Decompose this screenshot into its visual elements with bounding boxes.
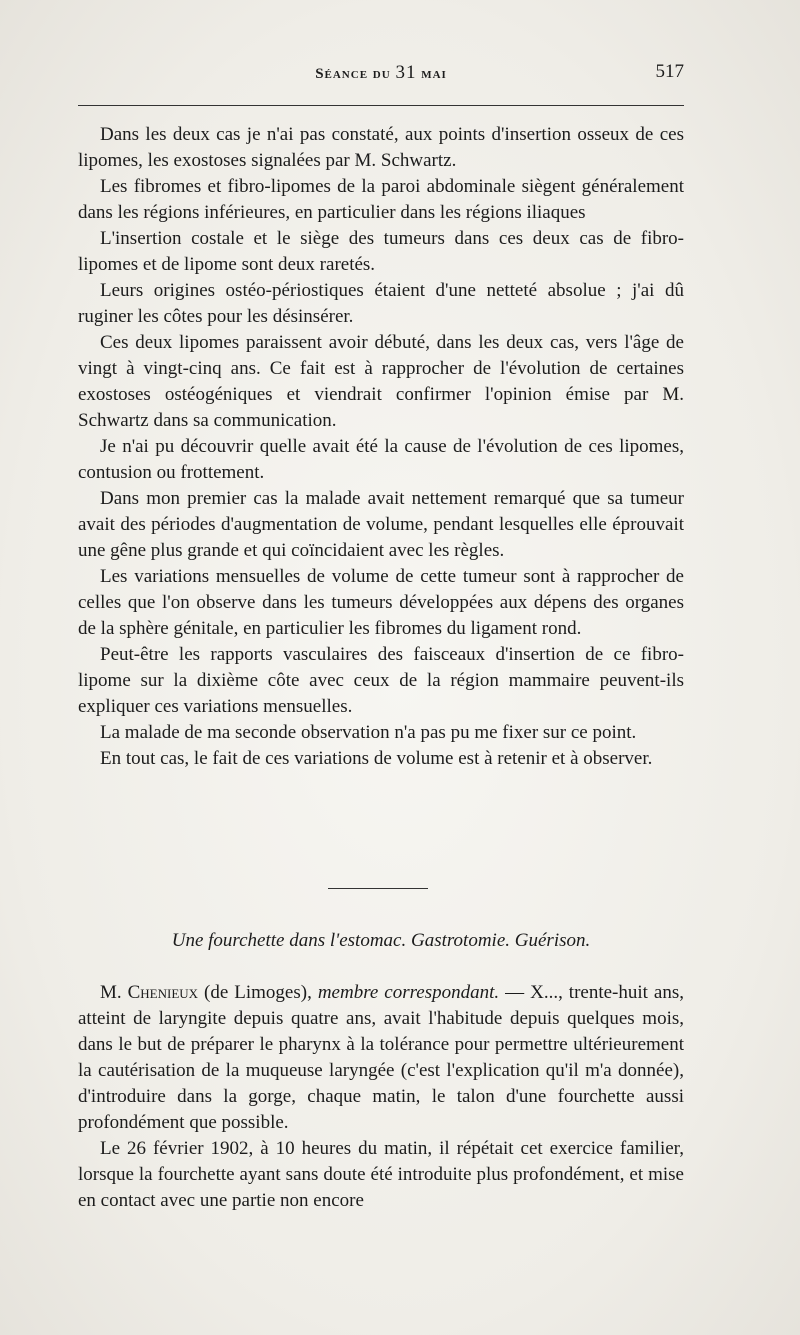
paragraph: Leurs origines ostéo-périostiques étaient d'une netteté absolue ; j'ai dû ruginer les côtes pour les désinsérer. — [78, 280, 684, 327]
author-role: membre correspondant. — [317, 982, 500, 1003]
paragraph: L'insertion costale et le siège des tumeurs dans ces deux cas de fibro-lipomes et de lipome sont deux raretés. — [78, 228, 684, 275]
author-prefix: M. — [100, 982, 128, 1003]
running-title-date: 31 — [395, 62, 417, 83]
author-location: (de Limoges), — [198, 982, 318, 1003]
paragraph: Les variations mensuelles de volume de cette tumeur sont à rapprocher de celles que l'on observe dans les tumeurs développées aux dépens des organes de la sphère génitale, en particulier les fibromes du ligament rond. — [78, 566, 684, 639]
paragraph: En tout cas, le fait de ces variations de volume est à retenir et à observer. — [100, 748, 653, 769]
paragraph: Dans mon premier cas la malade avait nettement remarqué que sa tumeur avait des périodes d'augmentation de volume, pendant lesquelles elle éprouvait une gêne plus grande et qui coïncidaient avec les règles. — [78, 488, 684, 561]
main-text — [78, 122, 684, 772]
paragraph: La malade de ma seconde observation n'a pas pu me fixer sur ce point. — [100, 722, 637, 743]
running-title — [78, 62, 684, 84]
page-header — [78, 62, 684, 92]
paragraph — [78, 980, 684, 1136]
paragraph: Peut-être les rapports vasculaires des faisceaux d'insertion de ce fibro-lipome sur la dixième côte avec ceux de la région mammaire peuvent-ils expliquer ces variations mensuelles. — [78, 644, 684, 717]
paragraph: Je n'ai pu découvrir quelle avait été la cause de l'évolution de ces lipomes, contusion ou frottement. — [78, 436, 684, 483]
paragraph: Le 26 février 1902, à 10 heures du matin, il répétait cet exercice familier, lorsque la fourchette ayant sans doute été introduite plus profondément, et mise en contact avec une partie non encore — [78, 1138, 684, 1211]
section-text — [78, 980, 684, 1214]
section-divider — [328, 888, 428, 889]
page-number: 517 — [655, 61, 684, 82]
paragraph: Les fibromes et fibro-lipomes de la paroi abdominale siègent généralement dans les régions inférieures, en particulier dans les régions iliaques — [78, 176, 684, 223]
paragraph: Ces deux lipomes paraissent avoir débuté, dans les deux cas, vers l'âge de vingt à vingt-cinq ans. Ce fait est à rapprocher de l'évolution de certaines exostoses ostéogéniques et viendrait confirmer l'opinion émise par M. Schwartz dans sa communication. — [78, 332, 684, 431]
author-name: Chenieux — [127, 982, 199, 1003]
paragraph-text: — X..., trente-huit ans, atteint de laryngite depuis quatre ans, avait l'habitude depuis quelques mois, dans le but de préparer le pharynx à la tolérance pour permettre ultérieurement la cautérisation de la muqueuse laryngée (c'est l'explication qu'il m'a donnée), d'introduire dans la gorge, chaque matin, le talon d'une fourchette aussi profondément que possible. — [78, 982, 684, 1133]
header-rule — [78, 105, 684, 106]
running-title-prefix: Séance du — [315, 66, 391, 82]
section-title: Une fourchette dans l'estomac. Gastrotomie. Guérison. — [171, 930, 591, 951]
running-title-suffix: mai — [421, 66, 447, 82]
paragraph: Dans les deux cas je n'ai pas constaté, aux points d'insertion osseux de ces lipomes, les exostoses signalées par M. Schwartz. — [78, 124, 684, 171]
